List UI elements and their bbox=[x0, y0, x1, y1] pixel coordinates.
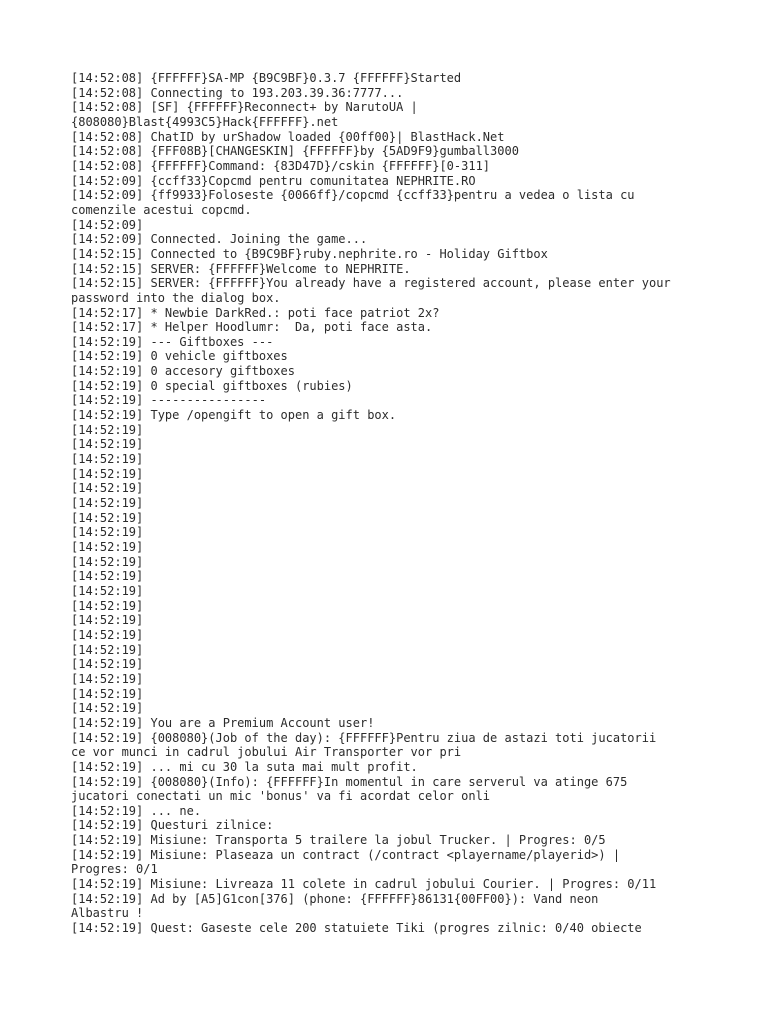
log-line: [14:52:19] bbox=[71, 598, 144, 613]
log-line: [14:52:19] bbox=[71, 554, 144, 569]
log-line: Progres: 0/1 bbox=[71, 862, 158, 877]
log-line: [14:52:19] bbox=[71, 627, 144, 642]
log-line: [14:52:19] Ad by [A5]G1con[376] (phone: {FFFFFF}86131{00FF00}): Vand neon bbox=[71, 891, 599, 906]
log-line: [14:52:19] bbox=[71, 466, 144, 481]
log-line: [14:52:19] bbox=[71, 701, 144, 716]
log-line: [14:52:09] {ff9933}Foloseste {0066ff}/copcmd {ccff33}pentru a vedea o lista cu bbox=[71, 188, 635, 203]
log-line: [14:52:17] * Newbie DarkRed.: poti face patriot 2x? bbox=[71, 305, 440, 320]
log-line: [14:52:19] bbox=[71, 525, 144, 540]
log-line: [14:52:19] ... ne. bbox=[71, 803, 202, 818]
log-line: [14:52:09] bbox=[71, 217, 144, 232]
log-line: [14:52:19] bbox=[71, 686, 144, 701]
log-line: [14:52:19] bbox=[71, 452, 144, 467]
log-line: [14:52:08] [SF] {FFFFFF}Reconnect+ by NarutoUA | bbox=[71, 100, 418, 115]
log-line: [14:52:08] {FFFFFF}SA-MP {B9C9BF}0.3.7 {FFFFFF}Started bbox=[71, 71, 462, 85]
log-line: [14:52:19] bbox=[71, 642, 144, 657]
log-line: [14:52:19] bbox=[71, 657, 144, 672]
log-line: [14:52:08] {FFF08B}[CHANGESKIN] {FFFFFF}by {5AD9F9}gumball3000 bbox=[71, 144, 519, 159]
log-line: [14:52:19] bbox=[71, 422, 144, 437]
log-line: [14:52:08] Connecting to 193.203.39.36:7777... bbox=[71, 85, 404, 100]
log-line: comenzile acestui copcmd. bbox=[71, 202, 252, 217]
log-line: [14:52:19] bbox=[71, 510, 144, 525]
log-line: [14:52:19] {008080}(Job of the day): {FFFFFF}Pentru ziua de astazi toti jucatorii bbox=[71, 730, 657, 745]
log-line: [14:52:08] ChatID by urShadow loaded {00ff00}| BlastHack.Net bbox=[71, 129, 505, 144]
log-line: [14:52:19] bbox=[71, 496, 144, 511]
log-line: [14:52:19] Quest: Gaseste cele 200 statuiete Tiki (progres zilnic: 0/40 obiecte bbox=[71, 921, 642, 936]
log-line: password into the dialog box. bbox=[71, 290, 281, 305]
log-line: [14:52:19] bbox=[71, 671, 144, 686]
chat-log bbox=[71, 71, 711, 936]
log-line: [14:52:19] Misiune: Transporta 5 trailere la jobul Trucker. | Progres: 0/5 bbox=[71, 833, 606, 848]
log-line: [14:52:09] Connected. Joining the game... bbox=[71, 232, 368, 247]
log-line: [14:52:15] SERVER: {FFFFFF}Welcome to NEPHRITE. bbox=[71, 261, 411, 276]
log-line: [14:52:08] {FFFFFF}Command: {83D47D}/cskin {FFFFFF}[0-311] bbox=[71, 158, 491, 173]
log-line: [14:52:19] Misiune: Livreaza 11 colete in cadrul jobului Courier. | Progres: 0/11 bbox=[71, 877, 657, 892]
log-line: ce vor munci in cadrul jobului Air Transporter vor pri bbox=[71, 745, 462, 760]
log-line: [14:52:19] bbox=[71, 481, 144, 496]
log-line: [14:52:19] bbox=[71, 583, 144, 598]
log-line: [14:52:19] {008080}(Info): {FFFFFF}In momentul in care serverul va atinge 675 bbox=[71, 774, 628, 789]
log-line: [14:52:19] Questuri zilnice: bbox=[71, 818, 274, 833]
log-line: jucatori conectati un mic 'bonus' va fi acordat celor onli bbox=[71, 789, 491, 804]
log-line: {808080}Blast{4993C5}Hack{FFFFFF}.net bbox=[71, 114, 339, 129]
log-line: [14:52:19] You are a Premium Account user! bbox=[71, 715, 375, 730]
log-line: [14:52:09] {ccff33}Copcmd pentru comunitatea NEPHRITE.RO bbox=[71, 173, 476, 188]
log-line: Albastru ! bbox=[71, 906, 144, 921]
log-line: [14:52:19] --- Giftboxes --- bbox=[71, 334, 274, 349]
log-line: [14:52:19] bbox=[71, 540, 144, 554]
log-line: [14:52:19] ---------------- bbox=[71, 393, 267, 408]
log-line: [14:52:19] 0 vehicle giftboxes bbox=[71, 349, 288, 364]
log-line: [14:52:19] 0 accesory giftboxes bbox=[71, 364, 295, 379]
log-line: [14:52:19] 0 special giftboxes (rubies) bbox=[71, 378, 353, 393]
log-line: [14:52:19] Misiune: Plaseaza un contract (/contract <playername/playerid>) | bbox=[71, 847, 621, 862]
log-line: [14:52:17] * Helper Hoodlumr: Da, poti face asta. bbox=[71, 320, 433, 335]
log-line: [14:52:19] bbox=[71, 569, 144, 584]
log-line: [14:52:15] SERVER: {FFFFFF}You already have a registered account, please enter your bbox=[71, 276, 671, 291]
log-line: [14:52:19] bbox=[71, 613, 144, 628]
log-line: [14:52:19] ... mi cu 30 la suta mai mult profit. bbox=[71, 759, 418, 774]
log-line: [14:52:15] Connected to {B9C9BF}ruby.nephrite.ro - Holiday Giftbox bbox=[71, 246, 548, 261]
log-line: [14:52:19] bbox=[71, 437, 144, 452]
log-line: [14:52:19] Type /opengift to open a gift box. bbox=[71, 408, 397, 423]
